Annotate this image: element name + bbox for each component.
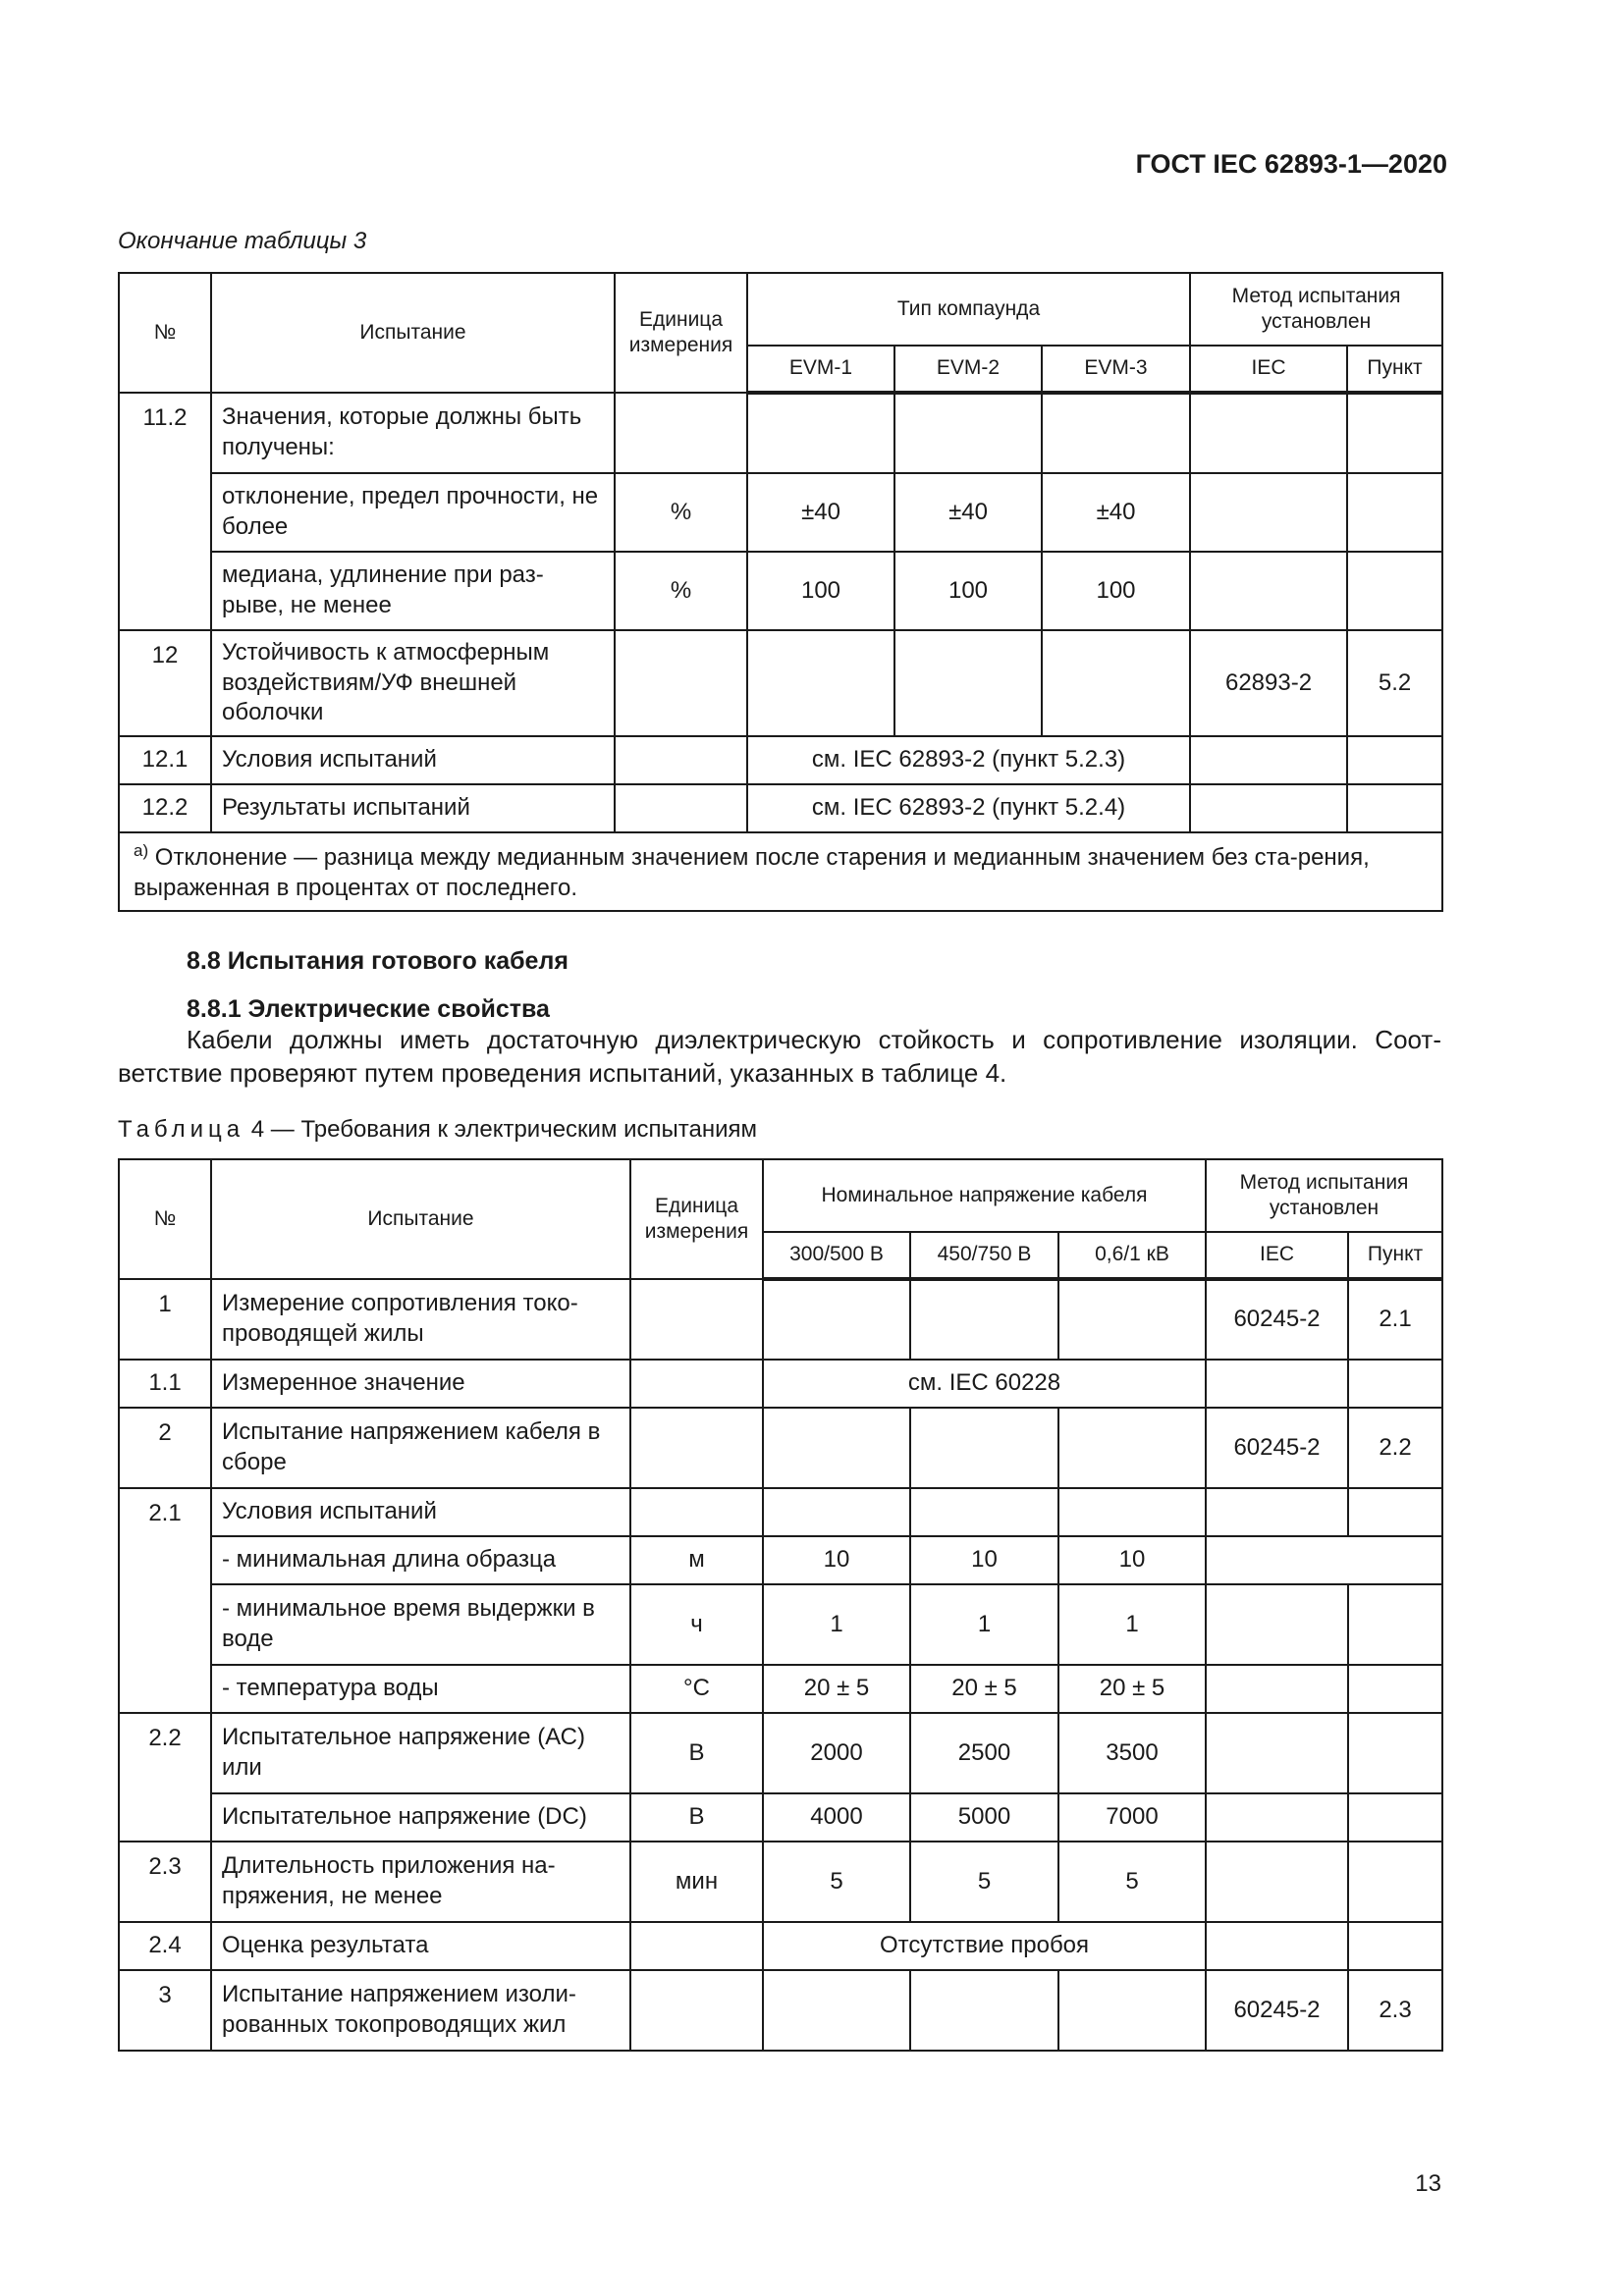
col-header-iec: IEC	[1206, 1232, 1348, 1279]
table-row	[119, 1970, 1442, 2051]
table-row	[119, 1360, 1442, 1408]
row-test: Оценка результата	[211, 1922, 630, 1970]
row-test: Условия испытаний	[211, 736, 615, 784]
row-number: 3	[119, 1970, 211, 2051]
row-value-300-500: 2000	[763, 1713, 910, 1793]
table-row	[119, 1408, 1442, 1488]
footnote-text: Отклонение — разница между медианным значением после старения и медианным значением без ста-рения, выраженная в процентах от последнего.	[134, 843, 1370, 901]
row-clause: 2.1	[1348, 1279, 1442, 1360]
section-paragraph: Кабели должны иметь достаточную диэлектрическую стойкость и сопротивление изоляции. Соот-ветствие проверяют путем проведения испытаний, указанных в таблице 4.	[118, 1025, 1441, 1088]
col-header-voltage: Номинальное напряжение кабеля	[763, 1159, 1206, 1232]
row-test: Длительность приложения на-пряжения, не менее	[211, 1842, 630, 1922]
row-iec: 60245-2	[1206, 1408, 1348, 1488]
table-row	[119, 1584, 1442, 1665]
row-span-value: см. IEC 62893-2 (пункт 5.2.4)	[747, 784, 1190, 832]
row-value-300-500: 1	[763, 1584, 910, 1665]
col-header-450-750: 450/750 В	[910, 1232, 1058, 1279]
row-value-0-6-1kv: 1	[1058, 1584, 1206, 1665]
table-row	[119, 1279, 1442, 1360]
col-header-method: Метод испытания установлен	[1190, 273, 1442, 346]
table-row	[119, 1665, 1442, 1713]
row-number: 2.1	[119, 1488, 211, 1713]
col-header-test: Испытание	[211, 273, 615, 393]
row-value-evm2: 100	[894, 552, 1042, 630]
table-row	[119, 784, 1442, 832]
row-span-value: см. IEC 62893-2 (пункт 5.2.3)	[747, 736, 1190, 784]
row-unit: мин	[630, 1842, 763, 1922]
row-value-300-500: 20 ± 5	[763, 1665, 910, 1713]
table4-caption-text: 4 — Требования к электрическим испытаниям	[250, 1116, 758, 1143]
row-test: Устойчивость к атмосферным воздействиям/УФ внешней оболочки	[211, 630, 615, 736]
row-value-450-750: 1	[910, 1584, 1058, 1665]
row-value-0-6-1kv: 5	[1058, 1842, 1206, 1922]
table-row	[119, 630, 1442, 736]
col-header-clause: Пункт	[1347, 346, 1442, 393]
table4-caption	[118, 1116, 757, 1144]
row-number: 2.3	[119, 1842, 211, 1922]
row-number: 1.1	[119, 1360, 211, 1408]
row-number: 2.4	[119, 1922, 211, 1970]
row-iec: 60245-2	[1206, 1970, 1348, 2051]
col-header-no: №	[119, 273, 211, 393]
page-number: 13	[1415, 2170, 1441, 2197]
table-row	[119, 393, 1442, 473]
row-test: - минимальная длина образца	[211, 1536, 630, 1584]
row-clause: 5.2	[1347, 630, 1442, 736]
row-clause: 2.3	[1348, 1970, 1442, 2051]
table-row	[119, 1536, 1442, 1584]
row-value-evm3: 100	[1042, 552, 1190, 630]
row-number: 12.1	[119, 736, 211, 784]
row-test: - минимальное время выдержки в воде	[211, 1584, 630, 1665]
col-header-iec: IEC	[1190, 346, 1347, 393]
row-test: Измерение сопротивления токо-проводящей жилы	[211, 1279, 630, 1360]
row-value-450-750: 10	[910, 1536, 1058, 1584]
row-span-value: Отсутствие пробоя	[763, 1922, 1206, 1970]
table3-footnote	[119, 832, 1442, 911]
row-value-evm1: ±40	[747, 473, 894, 552]
row-value-evm3: ±40	[1042, 473, 1190, 552]
subsection-title: 8.8.1 Электрические свойства	[187, 995, 550, 1023]
row-span-value: см. IEC 60228	[763, 1360, 1206, 1408]
row-number: 2.2	[119, 1713, 211, 1842]
row-value-0-6-1kv: 10	[1058, 1536, 1206, 1584]
row-iec: 62893-2	[1190, 630, 1347, 736]
row-test: медиана, удлинение при раз-рыве, не менее	[211, 552, 615, 630]
row-test: Значения, которые должны быть получены:	[211, 393, 615, 473]
col-header-evm1: EVM-1	[747, 346, 894, 393]
row-unit: м	[630, 1536, 763, 1584]
table-row	[119, 1713, 1442, 1793]
row-value-evm1: 100	[747, 552, 894, 630]
row-test: Испытание напряжением изоли-рованных токопроводящих жил	[211, 1970, 630, 2051]
row-iec: 60245-2	[1206, 1279, 1348, 1360]
row-clause: 2.2	[1348, 1408, 1442, 1488]
row-unit: В	[630, 1713, 763, 1793]
table-row	[119, 1922, 1442, 1970]
row-value-0-6-1kv: 20 ± 5	[1058, 1665, 1206, 1713]
col-header-evm3: EVM-3	[1042, 346, 1190, 393]
row-value-450-750: 5000	[910, 1793, 1058, 1842]
row-number: 12	[119, 630, 211, 736]
row-test: Измеренное значение	[211, 1360, 630, 1408]
row-test: Испытательное напряжение (АС) или	[211, 1713, 630, 1793]
table-row	[119, 1793, 1442, 1842]
row-value-0-6-1kv: 3500	[1058, 1713, 1206, 1793]
row-value-450-750: 2500	[910, 1713, 1058, 1793]
row-number: 1	[119, 1279, 211, 1360]
row-test: Испытание напряжением кабеля в сборе	[211, 1408, 630, 1488]
col-header-no: №	[119, 1159, 211, 1279]
row-number: 12.2	[119, 784, 211, 832]
table4-caption-word: Таблица	[118, 1116, 245, 1143]
row-unit: %	[615, 473, 747, 552]
table-4	[118, 1158, 1443, 2052]
row-unit: %	[615, 552, 747, 630]
row-test: Результаты испытаний	[211, 784, 615, 832]
col-header-unit: Единица измерения	[615, 273, 747, 393]
row-value-300-500: 5	[763, 1842, 910, 1922]
footnote-mark: а)	[134, 840, 149, 860]
row-test: отклонение, предел прочности, не более	[211, 473, 615, 552]
row-test: - температура воды	[211, 1665, 630, 1713]
row-number: 11.2	[119, 393, 211, 630]
table-row	[119, 736, 1442, 784]
col-header-evm2: EVM-2	[894, 346, 1042, 393]
table-3	[118, 272, 1443, 912]
row-test: Условия испытаний	[211, 1488, 630, 1536]
col-header-test: Испытание	[211, 1159, 630, 1279]
table-row	[119, 473, 1442, 552]
row-unit: °С	[630, 1665, 763, 1713]
table-row	[119, 552, 1442, 630]
table-row	[119, 1488, 1442, 1536]
row-value-evm2: ±40	[894, 473, 1042, 552]
col-header-clause: Пункт	[1348, 1232, 1442, 1279]
section-title: 8.8 Испытания готового кабеля	[187, 947, 568, 975]
row-test: Испытательное напряжение (DC)	[211, 1793, 630, 1842]
col-header-0-6-1kv: 0,6/1 кВ	[1058, 1232, 1206, 1279]
document-header: ГОСТ IEC 62893-1—2020	[1135, 149, 1447, 179]
row-value-300-500: 4000	[763, 1793, 910, 1842]
row-value-300-500: 10	[763, 1536, 910, 1584]
col-header-method: Метод испытания установлен	[1206, 1159, 1442, 1232]
row-unit: ч	[630, 1584, 763, 1665]
table3-caption: Окончание таблицы 3	[118, 228, 367, 254]
col-header-300-500: 300/500 В	[763, 1232, 910, 1279]
row-number: 2	[119, 1408, 211, 1488]
col-header-compound-type: Тип компаунда	[747, 273, 1190, 346]
row-value-450-750: 5	[910, 1842, 1058, 1922]
row-unit: В	[630, 1793, 763, 1842]
row-value-0-6-1kv: 7000	[1058, 1793, 1206, 1842]
row-value-450-750: 20 ± 5	[910, 1665, 1058, 1713]
col-header-unit: Единица измерения	[630, 1159, 763, 1279]
table-row	[119, 1842, 1442, 1922]
